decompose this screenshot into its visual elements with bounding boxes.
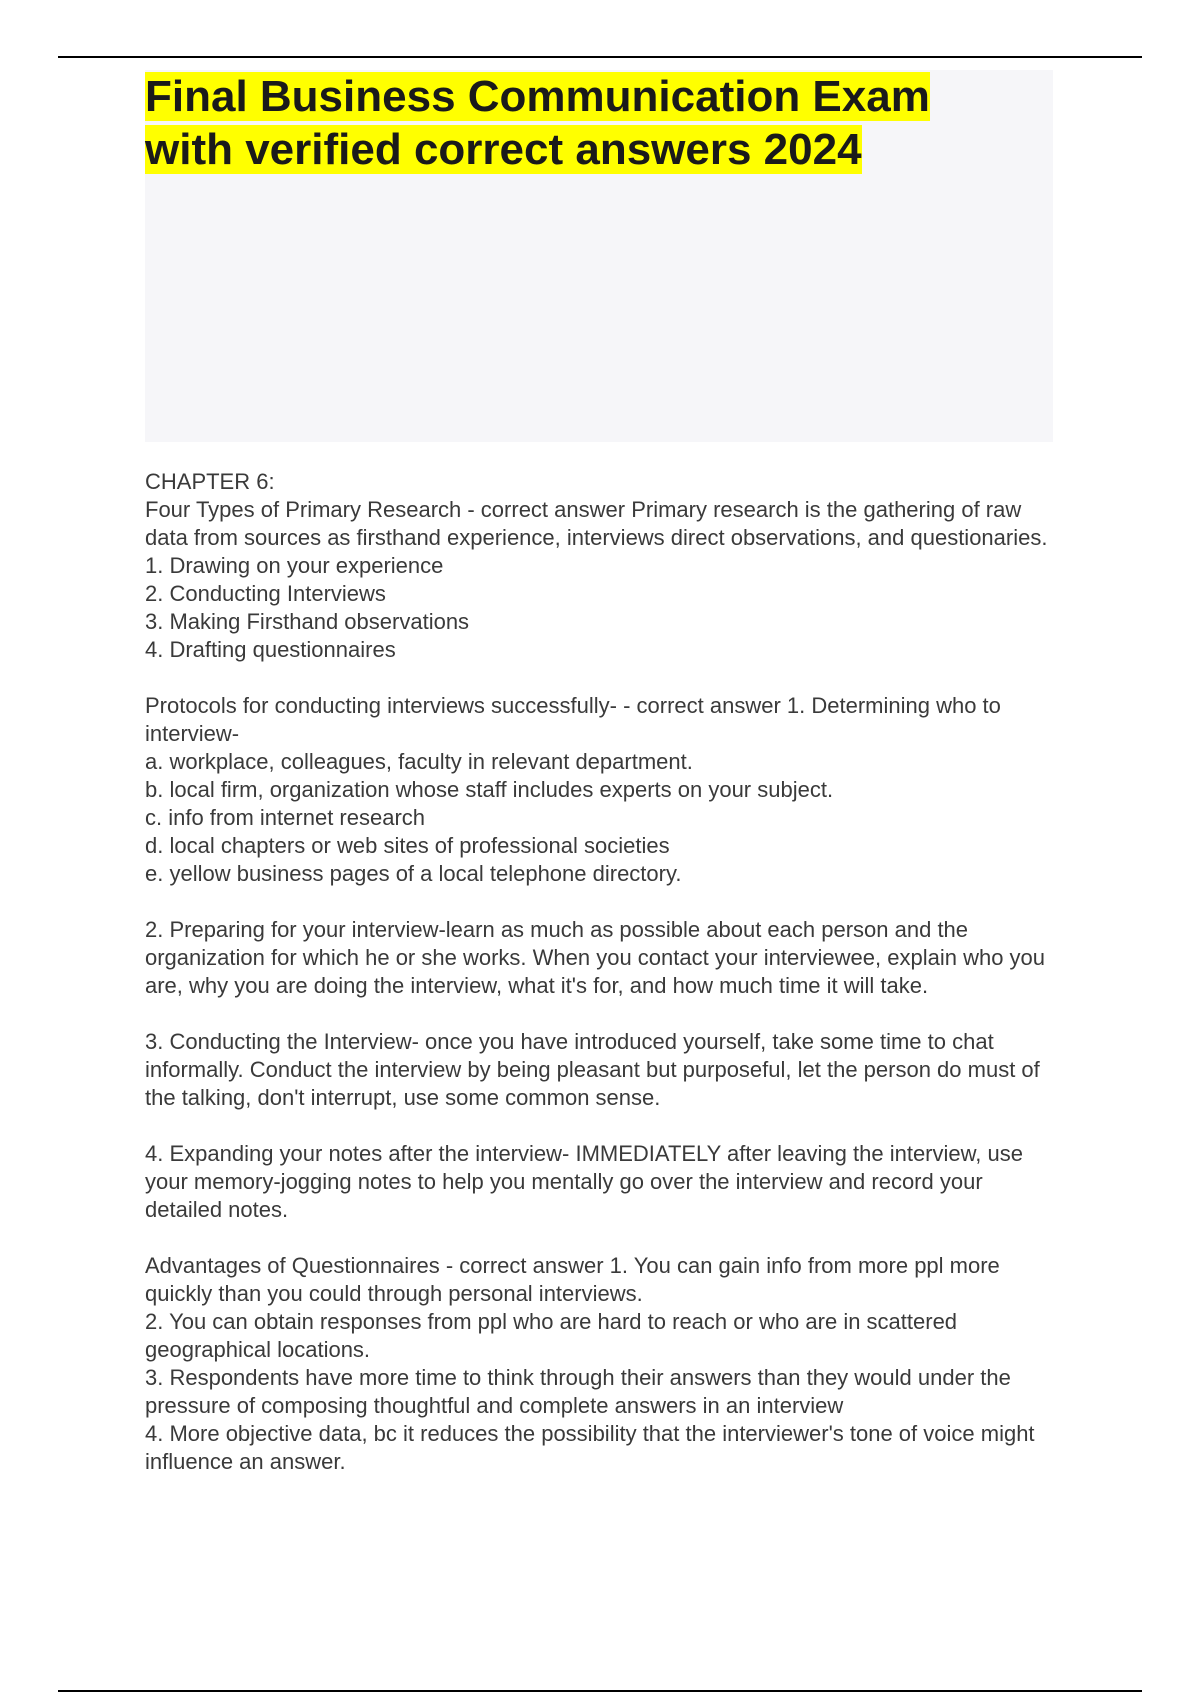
chapter-heading: CHAPTER 6:: [145, 469, 275, 494]
list-item: 4. Drafting questionnaires: [145, 637, 396, 662]
section-expanding-notes: 4. Expanding your notes after the interview- IMMEDIATELY after leaving the interview, use your memory-jogging notes to help you mentally go over the interview and record your detailed notes.: [145, 1141, 1023, 1222]
list-item: e. yellow business pages of a local telephone directory.: [145, 861, 682, 886]
section-intro: Four Types of Primary Research - correct answer Primary research is the gathering of raw data from sources as firsthand experience, interviews direct observations, and questionaries.: [145, 497, 1048, 550]
document-title-line-1: Final Business Communication Exam: [145, 72, 930, 121]
section-intro: Protocols for conducting interviews successfully- - correct answer 1. Determining who to interview-: [145, 693, 1001, 746]
paragraph-gap: [145, 888, 1065, 916]
list-item: 3. Respondents have more time to think through their answers than they would under the pressure of composing thoughtful and complete answers in an interview: [145, 1365, 1011, 1418]
list-item: c. info from internet research: [145, 805, 426, 830]
bottom-rule: [58, 1690, 1142, 1692]
document-title: [145, 70, 1053, 176]
list-item: 1. Drawing on your experience: [145, 553, 444, 578]
top-rule: [58, 56, 1142, 58]
list-item: 2. You can obtain responses from ppl who are hard to reach or who are in scattered geographical locations.: [145, 1309, 958, 1362]
section-preparing-interview: 2. Preparing for your interview-learn as much as possible about each person and the organization for which he or she works. When you contact your interviewee, explain who you are, why you are doing the interview, what it's for, and how much time it will take.: [145, 917, 1046, 998]
section-conducting-interview: 3. Conducting the Interview- once you have introduced yourself, take some time to chat informally. Conduct the interview by being pleasant but purposeful, let the person do must of the talking, don't interrupt, use some common sense.: [145, 1029, 1040, 1110]
section-intro: Advantages of Questionnaires - correct answer 1. You can gain info from more ppl more quickly than you could through personal interviews.: [145, 1253, 1000, 1306]
paragraph-gap: [145, 1000, 1065, 1028]
list-item: a. workplace, colleagues, faculty in relevant department.: [145, 749, 693, 774]
paragraph-gap: [145, 1224, 1065, 1252]
section-primary-research: [145, 496, 1065, 664]
document-title-line-2: with verified correct answers 2024: [145, 125, 862, 174]
section-questionnaire-advantages: [145, 1252, 1065, 1476]
section-interview-protocols: [145, 692, 1065, 888]
list-item: d. local chapters or web sites of professional societies: [145, 833, 670, 858]
paragraph-gap: [145, 1112, 1065, 1140]
paragraph-gap: [145, 664, 1065, 692]
list-item: 4. More objective data, bc it reduces the possibility that the interviewer's tone of voice might influence an answer.: [145, 1421, 1035, 1474]
document-body: [145, 468, 1065, 1476]
title-block: [145, 70, 1053, 442]
list-item: 2. Conducting Interviews: [145, 581, 386, 606]
list-item: 3. Making Firsthand observations: [145, 609, 470, 634]
list-item: b. local firm, organization whose staff includes experts on your subject.: [145, 777, 834, 802]
